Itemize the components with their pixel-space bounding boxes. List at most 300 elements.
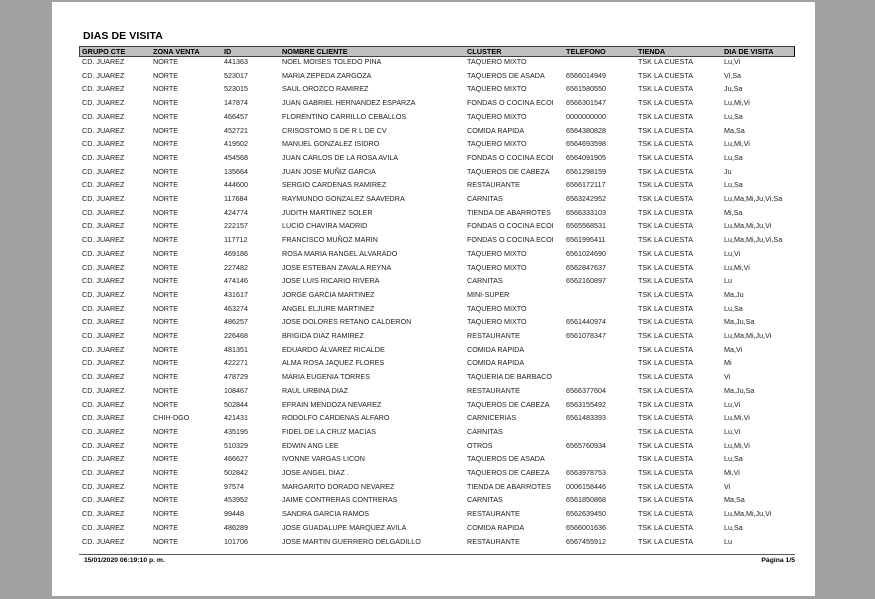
- cell-telefono: 6566333103: [566, 207, 606, 217]
- cell-zona-venta: NORTE: [153, 468, 179, 477]
- cell-id: 523017: [224, 70, 248, 80]
- cell-id: 481351: [224, 344, 248, 354]
- cell-zona-venta: NORTE: [153, 289, 179, 299]
- cell-tienda: TSK LA CUESTA: [638, 399, 693, 409]
- cell-grupo-cte: CD. JUAREZ: [82, 495, 125, 505]
- cell-cluster: RESTAURANTE: [467, 385, 520, 395]
- cell-id: 135664: [224, 166, 248, 176]
- cell-dia-de-visita: Lu,Sa: [724, 522, 743, 532]
- cell-cluster: FONDAS O COCINA ECOI: [467, 221, 554, 231]
- cell-grupo-cte: CD. JUAREZ: [82, 276, 125, 286]
- cell-id: 108467: [224, 385, 248, 395]
- cell-id: 227482: [224, 262, 248, 272]
- cell-tienda: TSK LA CUESTA: [638, 385, 693, 395]
- cell-cluster: COMIDA RAPIDA: [467, 522, 525, 532]
- cell-cluster: RESTAURANTE: [467, 331, 520, 340]
- cell-cluster: RESTAURANTE: [467, 536, 520, 546]
- cell-tienda: TSK LA CUESTA: [638, 221, 693, 231]
- cell-id: 226468: [224, 331, 248, 340]
- table-row: [52, 139, 815, 153]
- cell-grupo-cte: CD. JUAREZ: [82, 235, 125, 245]
- column-header-id: ID: [224, 47, 232, 56]
- cell-dia-de-visita: Lu,Ma,Mi,Ju,Vi,Sa: [724, 194, 783, 203]
- table-row: [52, 537, 815, 551]
- cell-telefono: 6561483393: [566, 413, 606, 423]
- cell-grupo-cte: CD. JUAREZ: [82, 481, 125, 491]
- cell-tienda: TSK LA CUESTA: [638, 98, 693, 108]
- cell-dia-de-visita: Mi,Vi: [724, 468, 740, 477]
- cell-zona-venta: NORTE: [153, 57, 179, 66]
- cell-nombre-cliente: JUAN JOSE MUÑIZ GARCIA: [282, 166, 376, 176]
- cell-tienda: TSK LA CUESTA: [638, 536, 693, 546]
- cell-cluster: CARNITAS: [467, 495, 503, 505]
- cell-nombre-cliente: EFRAIN MENDOZA NEVAREZ: [282, 399, 382, 409]
- cell-zona-venta: NORTE: [153, 98, 179, 108]
- cell-zona-venta: CHIH-DGO: [153, 413, 190, 423]
- cell-nombre-cliente: JOSE MARTIN GUERRERO DELGADILLO: [282, 536, 421, 546]
- cell-dia-de-visita: Lu,Vi: [724, 399, 741, 409]
- cell-telefono: 6566377604: [566, 385, 606, 395]
- cell-tienda: TSK LA CUESTA: [638, 139, 693, 149]
- cell-grupo-cte: CD. JUAREZ: [82, 289, 125, 299]
- cell-grupo-cte: CD. JUAREZ: [82, 509, 125, 519]
- cell-cluster: TAQUEROS DE CABEZA: [467, 166, 550, 176]
- cell-id: 510329: [224, 440, 248, 450]
- cell-dia-de-visita: Lu,Sa: [724, 454, 743, 464]
- cell-telefono: 6561440974: [566, 317, 606, 327]
- cell-id: 463274: [224, 303, 248, 313]
- cell-id: 431617: [224, 289, 248, 299]
- cell-dia-de-visita: Lu,Vi: [724, 248, 741, 258]
- cell-telefono: 6566001636: [566, 522, 606, 532]
- cell-cluster: TAQUERO MIXTO: [467, 317, 527, 327]
- cell-dia-de-visita: Ma,Ju,Sa: [724, 385, 755, 395]
- cell-cluster: TIENDA DE ABARROTES: [467, 207, 551, 217]
- cell-telefono: 6564380828: [566, 125, 606, 135]
- cell-tienda: TSK LA CUESTA: [638, 70, 693, 80]
- cell-id: 117712: [224, 235, 248, 245]
- cell-nombre-cliente: LUCIO CHAVIRA MADRID: [282, 221, 368, 231]
- cell-nombre-cliente: ROSA MARIA RANGEL ALVARADO: [282, 248, 398, 258]
- cell-nombre-cliente: RAYMUNDO GONZALEZ SAAVEDRA: [282, 194, 405, 203]
- cell-id: 117684: [224, 194, 248, 203]
- cell-zona-venta: NORTE: [153, 70, 179, 80]
- cell-tienda: TSK LA CUESTA: [638, 495, 693, 505]
- cell-id: 101706: [224, 536, 248, 546]
- cell-nombre-cliente: ANGEL ELJURE MARTINEZ: [282, 303, 375, 313]
- cell-dia-de-visita: Ma,Sa: [724, 125, 745, 135]
- cell-tienda: TSK LA CUESTA: [638, 372, 693, 382]
- cell-tienda: TSK LA CUESTA: [638, 152, 693, 162]
- cell-dia-de-visita: Ma,Vi: [724, 344, 743, 354]
- table-row: [52, 441, 815, 455]
- cell-dia-de-visita: Vi: [724, 372, 731, 382]
- cell-tienda: TSK LA CUESTA: [638, 235, 693, 245]
- cell-telefono: 6561850868: [566, 495, 606, 505]
- column-header-cluster: CLUSTER: [467, 47, 502, 56]
- table-row: [52, 221, 815, 235]
- cell-cluster: CARNITAS: [467, 194, 503, 203]
- cell-grupo-cte: CD. JUAREZ: [82, 194, 125, 203]
- cell-tienda: TSK LA CUESTA: [638, 180, 693, 190]
- cell-dia-de-visita: Mi,Sa: [724, 207, 743, 217]
- cell-cluster: RESTAURANTE: [467, 509, 520, 519]
- cell-dia-de-visita: Lu: [724, 536, 732, 546]
- cell-nombre-cliente: MARGARITO DORADO NEVAREZ: [282, 481, 395, 491]
- cell-telefono: 6564091905: [566, 152, 606, 162]
- cell-tienda: TSK LA CUESTA: [638, 481, 693, 491]
- cell-telefono: 6562160897: [566, 276, 606, 286]
- cell-tienda: TSK LA CUESTA: [638, 289, 693, 299]
- column-header-dia-de-visita: DIA DE VISITA: [724, 47, 774, 56]
- cell-zona-venta: NORTE: [153, 194, 179, 203]
- cell-tienda: TSK LA CUESTA: [638, 344, 693, 354]
- cell-dia-de-visita: Ju: [724, 166, 732, 176]
- cell-zona-venta: NORTE: [153, 235, 179, 245]
- cell-nombre-cliente: RODOLFO CARDENAS ALFARO: [282, 413, 390, 423]
- table-row: [52, 126, 815, 140]
- table-row: [52, 180, 815, 194]
- cell-tienda: TSK LA CUESTA: [638, 276, 693, 286]
- table-row: [52, 98, 815, 112]
- table-row: [52, 57, 815, 71]
- cell-tienda: TSK LA CUESTA: [638, 358, 693, 368]
- cell-nombre-cliente: JOSE GUADALUPE MARQUEZ AVILA: [282, 522, 407, 532]
- cell-telefono: 6563978753: [566, 468, 606, 477]
- cell-telefono: 6567455912: [566, 536, 606, 546]
- table-row: [52, 358, 815, 372]
- cell-id: 444600: [224, 180, 248, 190]
- page-indicator: Página 1/5: [761, 557, 795, 564]
- cell-zona-venta: NORTE: [153, 358, 179, 368]
- cell-id: 502842: [224, 468, 248, 477]
- cell-grupo-cte: CD. JUAREZ: [82, 57, 125, 66]
- cell-grupo-cte: CD. JUAREZ: [82, 262, 125, 272]
- table-row: [52, 276, 815, 290]
- cell-tienda: TSK LA CUESTA: [638, 166, 693, 176]
- cell-cluster: FONDAS O COCINA ECOI: [467, 235, 554, 245]
- cell-tienda: TSK LA CUESTA: [638, 84, 693, 94]
- cell-dia-de-visita: Lu,Sa: [724, 303, 743, 313]
- cell-zona-venta: NORTE: [153, 166, 179, 176]
- cell-grupo-cte: CD. JUAREZ: [82, 426, 125, 436]
- cell-zona-venta: NORTE: [153, 385, 179, 395]
- cell-cluster: TAQUERO MIXTO: [467, 303, 527, 313]
- cell-cluster: TAQUEROS DE ASADA: [467, 454, 545, 464]
- cell-tienda: TSK LA CUESTA: [638, 522, 693, 532]
- report-title: DIAS DE VISITA: [83, 30, 163, 42]
- table-row: [52, 263, 815, 277]
- cell-grupo-cte: CD. JUAREZ: [82, 468, 125, 477]
- table-row: [52, 167, 815, 181]
- cell-tienda: TSK LA CUESTA: [638, 303, 693, 313]
- table-row: [52, 71, 815, 85]
- table-row: [52, 290, 815, 304]
- cell-telefono: 6565568531: [566, 221, 606, 231]
- table-row: [52, 482, 815, 496]
- cell-grupo-cte: CD. JUAREZ: [82, 84, 125, 94]
- cell-grupo-cte: CD. JUAREZ: [82, 207, 125, 217]
- cell-dia-de-visita: Lu,Vi: [724, 426, 741, 436]
- cell-cluster: TIENDA DE ABARROTES: [467, 481, 551, 491]
- cell-nombre-cliente: MANUEL GONZALEZ ISIDRO: [282, 139, 380, 149]
- cell-zona-venta: NORTE: [153, 276, 179, 286]
- cell-dia-de-visita: Lu,Vi: [724, 57, 741, 66]
- cell-tienda: TSK LA CUESTA: [638, 317, 693, 327]
- cell-zona-venta: NORTE: [153, 522, 179, 532]
- cell-nombre-cliente: EDWIN ANG LEE: [282, 440, 339, 450]
- footer-divider: [79, 554, 795, 555]
- cell-zona-venta: NORTE: [153, 207, 179, 217]
- cell-nombre-cliente: ALMA ROSA JAQUEZ FLORES: [282, 358, 385, 368]
- cell-grupo-cte: CD. JUAREZ: [82, 180, 125, 190]
- cell-zona-venta: NORTE: [153, 180, 179, 190]
- cell-grupo-cte: CD. JUAREZ: [82, 70, 125, 80]
- cell-grupo-cte: CD. JUAREZ: [82, 331, 125, 340]
- cell-id: 222157: [224, 221, 248, 231]
- table-row: [52, 509, 815, 523]
- cell-nombre-cliente: SERGIO CARDENAS RAMIREZ: [282, 180, 387, 190]
- cell-cluster: TAQUERO MIXTO: [467, 262, 527, 272]
- cell-dia-de-visita: Lu,Ma,Mi,Ju,Vi: [724, 331, 772, 340]
- cell-nombre-cliente: IVONNE VARGAS LICON: [282, 454, 365, 464]
- cell-id: 421431: [224, 413, 248, 423]
- cell-nombre-cliente: NOEL MOISES TOLEDO PINA: [282, 57, 382, 66]
- table-row: [52, 249, 815, 263]
- cell-zona-venta: NORTE: [153, 262, 179, 272]
- cell-dia-de-visita: Ma,Ju: [724, 289, 744, 299]
- table-row: [52, 84, 815, 98]
- cell-grupo-cte: CD. JUAREZ: [82, 317, 125, 327]
- cell-nombre-cliente: MARIA EUGENIA TORRES: [282, 372, 371, 382]
- cell-cluster: TAQUERO MIXTO: [467, 84, 527, 94]
- cell-dia-de-visita: Ma,Ju,Sa: [724, 317, 755, 327]
- cell-nombre-cliente: JOSE LUIS RICARIO RIVERA: [282, 276, 380, 286]
- cell-nombre-cliente: MARIA ZEPEDA ZARGOZA: [282, 70, 372, 80]
- cell-dia-de-visita: Lu,Mi,Vi: [724, 413, 750, 423]
- cell-zona-venta: NORTE: [153, 317, 179, 327]
- cell-cluster: COMIDA RAPIDA: [467, 125, 525, 135]
- cell-telefono: 6566014949: [566, 70, 606, 80]
- cell-cluster: TAQUEROS DE CABEZA: [467, 468, 550, 477]
- cell-grupo-cte: CD. JUAREZ: [82, 440, 125, 450]
- cell-nombre-cliente: JUDITH MARTINEZ SOLER: [282, 207, 373, 217]
- cell-telefono: 6561298159: [566, 166, 606, 176]
- cell-id: 466457: [224, 111, 248, 121]
- cell-nombre-cliente: FRANCISCO MUÑOZ MARIN: [282, 235, 378, 245]
- cell-telefono: 6561024690: [566, 248, 606, 258]
- cell-grupo-cte: CD. JUAREZ: [82, 98, 125, 108]
- cell-cluster: TAQUEROS DE CABEZA: [467, 399, 550, 409]
- cell-cluster: COMIDA RAPIDA: [467, 358, 525, 368]
- table-row: [52, 372, 815, 386]
- cell-grupo-cte: CD. JUAREZ: [82, 221, 125, 231]
- cell-grupo-cte: CD. JUAREZ: [82, 522, 125, 532]
- cell-id: 486257: [224, 317, 248, 327]
- cell-id: 422271: [224, 358, 248, 368]
- cell-tienda: TSK LA CUESTA: [638, 426, 693, 436]
- cell-nombre-cliente: CRISOSTOMO S DE R L DE CV: [282, 125, 387, 135]
- cell-tienda: TSK LA CUESTA: [638, 57, 693, 66]
- cell-telefono: 6561995411: [566, 235, 606, 245]
- cell-tienda: TSK LA CUESTA: [638, 454, 693, 464]
- cell-dia-de-visita: Ju,Sa: [724, 84, 743, 94]
- cell-cluster: COMIDA RAPIDA: [467, 344, 525, 354]
- cell-zona-venta: NORTE: [153, 125, 179, 135]
- cell-nombre-cliente: JUAN GABRIEL HERNANDEZ ESPARZA: [282, 98, 416, 108]
- cell-id: 99448: [224, 509, 244, 519]
- cell-zona-venta: NORTE: [153, 481, 179, 491]
- cell-zona-venta: NORTE: [153, 111, 179, 121]
- cell-grupo-cte: CD. JUAREZ: [82, 166, 125, 176]
- cell-zona-venta: NORTE: [153, 344, 179, 354]
- cell-nombre-cliente: JOSE ESTEBAN ZAVALA REYNA: [282, 262, 392, 272]
- cell-tienda: TSK LA CUESTA: [638, 111, 693, 121]
- cell-cluster: FONDAS O COCINA ECOI: [467, 152, 554, 162]
- column-header-tienda: TIENDA: [638, 47, 666, 56]
- cell-id: 502844: [224, 399, 248, 409]
- cell-id: 478729: [224, 372, 248, 382]
- cell-zona-venta: NORTE: [153, 221, 179, 231]
- table-row: [52, 235, 815, 249]
- table-header: [79, 46, 795, 57]
- table-row: [52, 495, 815, 509]
- cell-zona-venta: NORTE: [153, 509, 179, 519]
- table-row: [52, 468, 815, 482]
- cell-tienda: TSK LA CUESTA: [638, 248, 693, 258]
- cell-grupo-cte: CD. JUAREZ: [82, 344, 125, 354]
- cell-id: 435195: [224, 426, 248, 436]
- cell-nombre-cliente: SANDRA GARCIA RAMOS: [282, 509, 370, 519]
- cell-grupo-cte: CD. JUAREZ: [82, 358, 125, 368]
- cell-id: 97574: [224, 481, 244, 491]
- table-row: [52, 345, 815, 359]
- cell-tienda: TSK LA CUESTA: [638, 125, 693, 135]
- cell-nombre-cliente: JOSE DOLORES RETANO CALDERON: [282, 317, 412, 327]
- cell-grupo-cte: CD. JUAREZ: [82, 152, 125, 162]
- cell-telefono: 6563155492: [566, 399, 606, 409]
- cell-telefono: 6564693598: [566, 139, 606, 149]
- table-row: [52, 427, 815, 441]
- cell-telefono: 6562847637: [566, 262, 606, 272]
- cell-zona-venta: NORTE: [153, 454, 179, 464]
- cell-dia-de-visita: Lu,Mi,Vi: [724, 440, 750, 450]
- cell-grupo-cte: CD. JUAREZ: [82, 399, 125, 409]
- cell-tienda: TSK LA CUESTA: [638, 509, 693, 519]
- table-row: [52, 317, 815, 331]
- cell-grupo-cte: CD. JUAREZ: [82, 248, 125, 258]
- cell-tienda: TSK LA CUESTA: [638, 331, 693, 340]
- cell-cluster: TAQUERIA DE BARBACO: [467, 372, 552, 382]
- cell-telefono: 6566301547: [566, 98, 606, 108]
- table-row: [52, 413, 815, 427]
- table-row: [52, 523, 815, 537]
- cell-dia-de-visita: Vi: [724, 481, 731, 491]
- cell-nombre-cliente: FIDEL DE LA CRUZ MACIAS: [282, 426, 376, 436]
- table-row: [52, 153, 815, 167]
- cell-dia-de-visita: Vi,Sa: [724, 70, 742, 80]
- cell-nombre-cliente: JOSE ANGEL DIAZ .: [282, 468, 349, 477]
- column-header-nombre-cliente: NOMBRE CLIENTE: [282, 47, 348, 56]
- cell-telefono: 6562639450: [566, 509, 606, 519]
- cell-nombre-cliente: JORGE GARCIA MARTINEZ: [282, 289, 375, 299]
- cell-id: 466627: [224, 454, 248, 464]
- cell-zona-venta: NORTE: [153, 152, 179, 162]
- cell-zona-venta: NORTE: [153, 426, 179, 436]
- cell-id: 454568: [224, 152, 248, 162]
- cell-nombre-cliente: RAUL URBINA DIAZ: [282, 385, 349, 395]
- table-row: [52, 454, 815, 468]
- cell-dia-de-visita: Lu: [724, 276, 732, 286]
- cell-id: 419502: [224, 139, 248, 149]
- cell-tienda: TSK LA CUESTA: [638, 262, 693, 272]
- cell-grupo-cte: CD. JUAREZ: [82, 125, 125, 135]
- cell-telefono: 6565760934: [566, 440, 606, 450]
- cell-zona-venta: NORTE: [153, 303, 179, 313]
- column-header-grupo-cte: GRUPO CTE: [82, 47, 126, 56]
- cell-grupo-cte: CD. JUAREZ: [82, 372, 125, 382]
- cell-dia-de-visita: Lu,Ma,Mi,Ju,Vi: [724, 509, 772, 519]
- cell-zona-venta: NORTE: [153, 440, 179, 450]
- cell-id: 453952: [224, 495, 248, 505]
- cell-tienda: TSK LA CUESTA: [638, 194, 693, 203]
- cell-cluster: CARNICERIAS: [467, 413, 517, 423]
- cell-cluster: TAQUERO MIXTO: [467, 139, 527, 149]
- cell-tienda: TSK LA CUESTA: [638, 440, 693, 450]
- cell-grupo-cte: CD. JUAREZ: [82, 385, 125, 395]
- cell-grupo-cte: CD. JUAREZ: [82, 139, 125, 149]
- cell-zona-venta: NORTE: [153, 84, 179, 94]
- cell-tienda: TSK LA CUESTA: [638, 413, 693, 423]
- cell-cluster: CARNITAS: [467, 426, 503, 436]
- cell-dia-de-visita: Lu,Mi,Vi: [724, 98, 750, 108]
- cell-dia-de-visita: Lu,Sa: [724, 180, 743, 190]
- cell-zona-venta: NORTE: [153, 536, 179, 546]
- cell-dia-de-visita: Lu,Sa: [724, 152, 743, 162]
- table-row: [52, 208, 815, 222]
- cell-grupo-cte: CD. JUAREZ: [82, 454, 125, 464]
- cell-zona-venta: NORTE: [153, 372, 179, 382]
- cell-telefono: 6561580550: [566, 84, 606, 94]
- cell-telefono: 0000000000: [566, 111, 606, 121]
- cell-nombre-cliente: BRIGIDA DIAZ RAMIREZ: [282, 331, 364, 340]
- cell-dia-de-visita: Lu,Mi,Vi: [724, 139, 750, 149]
- cell-telefono: 6563242952: [566, 194, 606, 203]
- cell-id: 486289: [224, 522, 248, 532]
- cell-grupo-cte: CD. JUAREZ: [82, 111, 125, 121]
- cell-nombre-cliente: SAUL OROZCO RAMIREZ: [282, 84, 369, 94]
- cell-grupo-cte: CD. JUAREZ: [82, 413, 125, 423]
- cell-cluster: FONDAS O COCINA ECOI: [467, 98, 554, 108]
- cell-dia-de-visita: Lu,Sa: [724, 111, 743, 121]
- table-row: [52, 400, 815, 414]
- cell-cluster: TAQUERO MIXTO: [467, 57, 527, 66]
- cell-nombre-cliente: JAIME CONTRERAS CONTRERAS: [282, 495, 398, 505]
- cell-nombre-cliente: JUAN CARLOS DE LA ROSA AVILA: [282, 152, 399, 162]
- cell-tienda: TSK LA CUESTA: [638, 468, 693, 477]
- column-header-zona-venta: ZONA VENTA: [153, 47, 200, 56]
- cell-cluster: TAQUERO MIXTO: [467, 111, 527, 121]
- cell-cluster: CARNITAS: [467, 276, 503, 286]
- table-row: [52, 304, 815, 318]
- cell-grupo-cte: CD. JUAREZ: [82, 536, 125, 546]
- cell-id: 424774: [224, 207, 248, 217]
- cell-zona-venta: NORTE: [153, 495, 179, 505]
- cell-telefono: 6561078347: [566, 331, 606, 340]
- cell-id: 523015: [224, 84, 248, 94]
- cell-dia-de-visita: Ma,Sa: [724, 495, 745, 505]
- cell-id: 452721: [224, 125, 248, 135]
